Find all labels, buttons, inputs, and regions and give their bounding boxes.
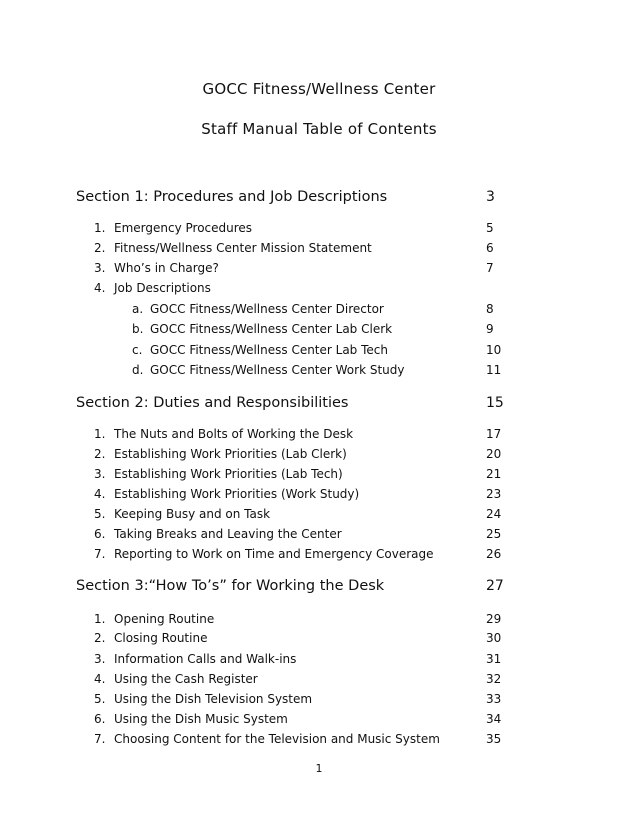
item-page: 33 [486,692,502,706]
item-page: 21 [486,467,502,481]
item-page: 23 [486,487,502,501]
item-page: 35 [486,732,502,746]
section-page: 15 [486,395,504,411]
toc-item [0,652,638,670]
toc-subitem [0,343,638,361]
toc-item [0,507,638,525]
subitem-label: GOCC Fitness/Wellness Center Lab Tech [150,343,388,357]
toc-item [0,712,638,730]
item-number: 1. [94,221,106,235]
section-title: Section 1: Procedures and Job Descriptions [76,189,388,205]
item-label: The Nuts and Bolts of Working the Desk [114,427,354,441]
toc-item [0,221,638,239]
item-number: 7. [94,547,106,561]
item-page: 25 [486,527,502,541]
item-page: 34 [486,712,502,726]
toc-item [0,241,638,259]
item-page: 5 [486,221,494,235]
subitem-label: GOCC Fitness/Wellness Center Lab Clerk [150,322,393,336]
toc-subitem [0,322,638,340]
subitem-page: 10 [486,343,502,357]
document-title: GOCC Fitness/Wellness Center [202,80,436,98]
toc-subitem [0,302,638,320]
subitem-label: GOCC Fitness/Wellness Center Director [150,302,384,316]
section-title: Section 2: Duties and Responsibilities [76,395,349,411]
subitem-letter: a. [132,302,144,316]
item-page: 17 [486,427,502,441]
section-title: Section 3:“How To’s” for Working the Desk [76,578,385,594]
section-page: 27 [486,578,504,594]
toc-item [0,281,638,299]
item-number: 3. [94,261,106,275]
item-number: 5. [94,692,106,706]
item-label: Opening Routine [114,612,215,626]
item-number: 1. [94,612,106,626]
item-number: 2. [94,447,106,461]
item-number: 3. [94,467,106,481]
item-label: Establishing Work Priorities (Lab Clerk) [114,447,347,461]
document-subtitle: Staff Manual Table of Contents [201,120,437,138]
page-number: 1 [315,762,323,775]
item-number: 4. [94,672,106,686]
toc-item [0,547,638,565]
item-label: Emergency Procedures [114,221,253,235]
item-label: Using the Dish Music System [114,712,288,726]
toc-item [0,672,638,690]
item-number: 2. [94,631,106,645]
toc-section-2 [0,395,638,413]
item-page: 29 [486,612,502,626]
item-number: 2. [94,241,106,255]
item-page: 7 [486,261,494,275]
item-number: 1. [94,427,106,441]
item-number: 4. [94,281,106,295]
item-page: 30 [486,631,502,645]
subitem-letter: d. [132,363,144,377]
item-number: 6. [94,527,106,541]
item-number: 4. [94,487,106,501]
item-label: Who’s in Charge? [114,261,219,275]
item-page: 20 [486,447,502,461]
item-page: 24 [486,507,502,521]
toc-item [0,527,638,545]
toc-item [0,447,638,465]
subitem-page: 8 [486,302,494,316]
toc-section-1 [0,189,638,207]
item-label: Information Calls and Walk-ins [114,652,297,666]
item-page: 32 [486,672,502,686]
toc-item [0,732,638,750]
item-number: 5. [94,507,106,521]
toc-item [0,487,638,505]
subitem-page: 9 [486,322,494,336]
toc-item [0,427,638,445]
toc-item [0,261,638,279]
subitem-letter: b. [132,322,144,336]
subitem-page: 11 [486,363,502,377]
toc-subitem [0,363,638,381]
item-label: Using the Cash Register [114,672,258,686]
item-label: Establishing Work Priorities (Work Study) [114,487,360,501]
section-page: 3 [486,189,495,205]
item-number: 6. [94,712,106,726]
item-label: Keeping Busy and on Task [114,507,271,521]
item-label: Closing Routine [114,631,208,645]
item-label: Taking Breaks and Leaving the Center [114,527,342,541]
item-label: Job Descriptions [114,281,211,295]
toc-item [0,631,638,649]
item-page: 6 [486,241,494,255]
toc-item [0,612,638,630]
toc-item [0,692,638,710]
toc-item [0,467,638,485]
item-page: 26 [486,547,502,561]
item-label: Reporting to Work on Time and Emergency Coverage [114,547,434,561]
item-label: Using the Dish Television System [114,692,313,706]
item-label: Fitness/Wellness Center Mission Statement [114,241,372,255]
item-number: 3. [94,652,106,666]
subitem-letter: c. [132,343,143,357]
item-page: 31 [486,652,502,666]
item-number: 7. [94,732,106,746]
item-label: Establishing Work Priorities (Lab Tech) [114,467,343,481]
toc-section-3 [0,578,638,596]
item-label: Choosing Content for the Television and Music System [114,732,440,746]
subitem-label: GOCC Fitness/Wellness Center Work Study [150,363,405,377]
